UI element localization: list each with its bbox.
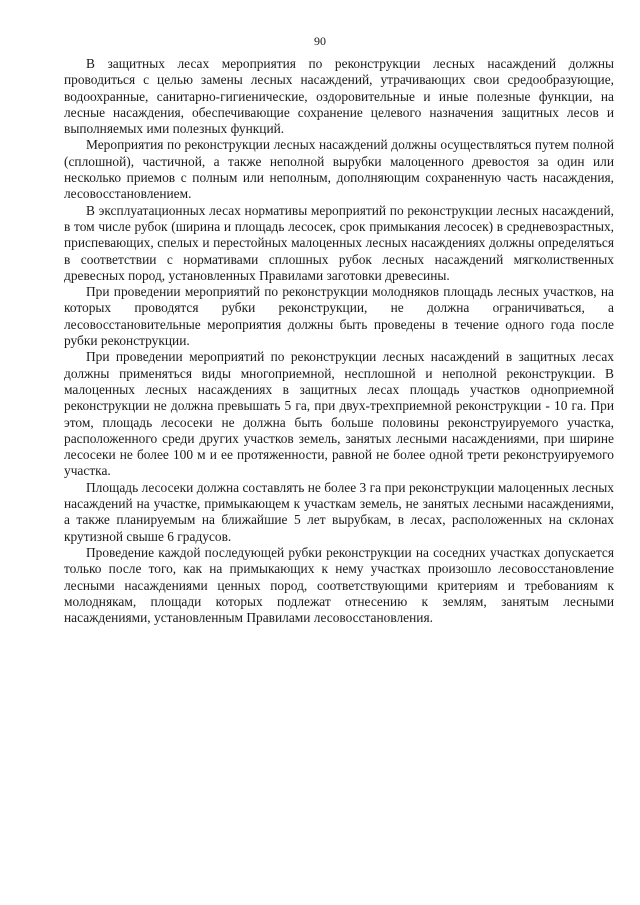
page-number: 90 <box>314 34 326 48</box>
paragraph-protective-reconstruction-types: При проведении мероприятий по реконструкции лесных насаждений в защитных лесах должны применяться виды многоприемной, несплошной и неполной реконструкции. В малоценных лесных насаждениях в защитных лесах площадь участков одноприемной реконструкции не должна превышать 5 га, при двух-трехприемной реконструкции - 10 га. При этом, площадь лесосеки не должна быть больше половины реконструируемого участка, расположенного среди других участков земель, занятых лесными насаждениями, при ширине лесосеки не более 100 м и ее протяженности, равной не более одной трети реконструируемого участка. <box>64 349 614 479</box>
paragraph-protective-forests: В защитных лесах мероприятия по реконструкции лесных насаждений должны проводиться с целью замены лесных насаждений, утрачивающих свои средообразующие, водоохранные, санитарно-гигиенические, оздоровительные и иные полезные функции, на лесные насаждения, обеспечивающие сохранение целевого назначения защитных лесов и выполняемых ими полезных функций. <box>64 56 614 137</box>
paragraph-reconstruction-methods: Мероприятия по реконструкции лесных насаждений должны осуществляться путем полной (сплошной), частичной, а также неполной вырубки малоценного древостоя за один или несколько приемов с полным или неполным, дополняющим сохраненную часть насаждения, лесовосстановлением. <box>64 137 614 202</box>
paragraph-exploitation-forests: В эксплуатационных лесах нормативы мероприятий по реконструкции лесных насаждений, в том числе рубок (ширина и площадь лесосек, срок примыкания лесосек) в средневозрастных, приспевающих, спелых и перестойных малоценных лесных насаждениях должны определяться в соответствии с нормативами сплошных рубок лесных насаждений мягколиственных древесных пород, установленных Правилами заготовки древесины. <box>64 202 614 283</box>
paragraph-young-stands: При проведении мероприятий по реконструкции молодняков площадь лесных участков, на которых проводятся рубки реконструкции, не должна ограничиваться, а лесовосстановительные мероприятия должны быть проведены в течение одного года после рубки реконструкции. <box>64 284 614 349</box>
paragraph-cutting-area-limit: Площадь лесосеки должна составлять не более 3 га при реконструкции малоценных лесных насаждений на участке, примыкающем к участкам земель, не занятых лесными насаждениями, а также планируемым на ближайшие 5 лет вырубкам, в лесах, расположенных на склонах крутизной свыше 6 градусов. <box>64 479 614 544</box>
document-body <box>64 56 614 626</box>
paragraph-subsequent-cutting: Проведение каждой последующей рубки реконструкции на соседних участках допускается только после того, как на примыкающих к нему участках произошло лесовосстановление лесными насаждениями ценных пород, соответствующими критериям и требованиям к молоднякам, площади которых подлежат отнесению к землям, занятым лесными насаждениями, установленным Правилами лесовосстановления. <box>64 544 614 626</box>
